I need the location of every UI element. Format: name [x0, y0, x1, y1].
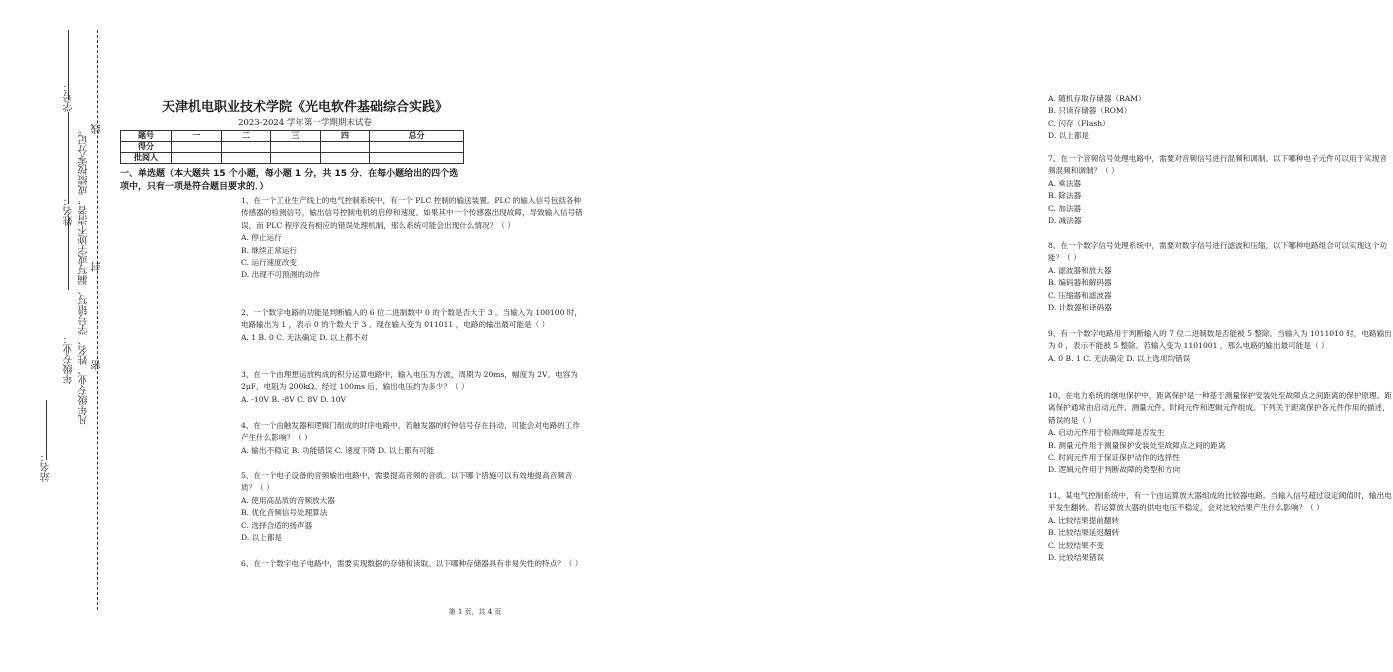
score-row-label: 批阅人 [121, 153, 172, 164]
score-col-1: 一 [172, 131, 222, 142]
question-6 [241, 558, 586, 570]
score-col-4: 四 [320, 131, 370, 142]
options-line[interactable]: A. -10V B. -8V C. 8V D. 10V [241, 394, 347, 404]
option-b[interactable]: B. 只读存储器（ROM） [1048, 106, 1132, 116]
option-c[interactable]: C. 加法器 [1048, 203, 1082, 213]
question-stem: 6、在一个数字电子电路中，需要实现数据的存储和读取。以下哪种存储器具有非易失性的特点？（ ） [241, 559, 583, 568]
score-cell[interactable] [320, 142, 370, 153]
page-footer: 第 1 页，共 4 页 [448, 608, 502, 616]
seal-line-dashed [97, 30, 98, 610]
score-cell[interactable] [370, 153, 464, 164]
option-a[interactable]: A. 乘法器 [1048, 178, 1082, 188]
question-stem: 10、在电力系统的继电保护中，距离保护是一种基于测量保护安装处至故障点之间距离的保护原理。距离保护通常由启动元件、测量元件、时间元件和逻辑元件组成。下列关于距离保护各元件作用的描述，错误的是（ ） [1048, 391, 1392, 425]
venue-underline [46, 400, 47, 460]
option-d[interactable]: D. 以上都是 [1048, 131, 1090, 141]
grade-label: 年级专业： [64, 334, 75, 384]
question-5 [241, 470, 586, 544]
score-row-grader [121, 153, 464, 164]
seal-char-feng: 封 [92, 262, 103, 272]
score-cell[interactable] [221, 153, 271, 164]
name-label: 姓名： [64, 196, 75, 226]
question-stem: 7、在一个音频信号处理电路中，需要对音频信号进行混频和调制。以下哪种电子元件可以用于实现音频混频和调制？（ ） [1048, 154, 1387, 176]
score-col-3: 三 [271, 131, 321, 142]
question-stem: 3、在一个由理想运放构成的积分运算电路中，输入电压为方波，周期为 20ms，幅度为 2V。电容为 2μF，电阻为 200kΩ。经过 100ms 后，输出电压约为多少？（ ） [241, 370, 578, 392]
option-c[interactable]: C. 选择合适的扬声器 [241, 520, 313, 530]
question-9 [1048, 328, 1393, 365]
option-b[interactable]: B. 测量元件用于测量保护安装处至故障点之间的距离 [1048, 440, 1226, 450]
option-d[interactable]: D. 减法器 [1048, 216, 1082, 226]
score-cell[interactable] [221, 142, 271, 153]
score-cell[interactable] [271, 153, 321, 164]
score-cell[interactable] [320, 153, 370, 164]
binding-warning: 凡年级专业、姓名、学号错写、漏写或字迹不清者，成绩按零分记。 [79, 125, 90, 425]
question-3 [241, 369, 586, 406]
exam-subtitle: 2023-2024 学年第一学期期末试卷 [238, 118, 372, 128]
option-d[interactable]: D. 出现不可预测的动作 [241, 270, 320, 280]
question-11 [1048, 490, 1393, 564]
score-cell[interactable] [172, 153, 222, 164]
options-line[interactable]: A. 1 B. 0 C. 无法确定 D. 以上都不对 [241, 332, 368, 342]
score-table-header [121, 131, 464, 142]
option-a[interactable]: A. 随机存取存储器（RAM） [1048, 94, 1146, 103]
score-col-total: 总分 [370, 131, 464, 142]
score-cell[interactable] [370, 142, 464, 153]
options-line[interactable]: A. 0 B. 1 C. 无法确定 D. 以上选项均错误 [1048, 353, 1191, 363]
option-b[interactable]: B. 除法器 [1048, 191, 1082, 201]
question-4 [241, 420, 586, 457]
options-line[interactable]: A. 输出不稳定 B. 功能错误 C. 速度下降 D. 以上都有可能 [241, 445, 435, 455]
question-stem: 11、某电气控制系统中，有一个由运算放大器组成的比较器电路。当输入信号超过设定阈值时，输出电平发生翻转。若运算放大器的供电电压不稳定，会对比较结果产生什么影响？（ ） [1048, 491, 1392, 513]
question-stem: 5、在一个电子设备的音频输出电路中，需要提高音频的音质。以下哪个措施可以有效地提高音频音质？（ ） [241, 471, 573, 493]
name-underline [68, 112, 69, 204]
score-table [120, 130, 464, 164]
seal-char-mi: 密 [92, 360, 103, 370]
seal-char-xian: 线 [92, 124, 103, 134]
score-cell[interactable] [271, 142, 321, 153]
score-col-qno: 题号 [121, 131, 172, 142]
question-7 [1048, 153, 1393, 227]
score-row-points [121, 142, 464, 153]
exam-title: 天津机电职业技术学院《光电软件基础综合实践》 [161, 100, 448, 115]
question-stem: 2、一个数字电路的功能是判断输入的 6 位二进制数中 0 的个数是否大于 3 。当输入为 100100 时，电路输出为 1 ，表示 0 的个数大于 3 。现在输入变为 011011 ，电路的输出最可能是（ ） [241, 308, 582, 330]
question-stem: 4、在一个由触发器和逻辑门组成的时序电路中，若触发器的时钟信号存在抖动，可能会对电路的工作产生什么影响？（ ） [241, 421, 580, 443]
option-c[interactable]: C. 时间元件用于保证保护动作的选择性 [1048, 453, 1180, 463]
question-stem: 1、在一个工业生产线上的电气控制系统中，有一个 PLC 控制的输送装置。PLC 的输入信号包括各种传感器的检测信号，输出信号控制电机的启停和速度。如果其中一个传感器出现故障，导致输入信号错误，而 PLC 程序没有相应的错误处理机制，那么系统可能会出现什么情况？（ ） [241, 196, 583, 230]
option-b[interactable]: B. 比较结果延迟翻转 [1048, 528, 1120, 538]
option-a[interactable]: A. 使用高品质的音频放大器 [241, 495, 335, 505]
option-d[interactable]: D. 逻辑元件用于判断故障的类型和方向 [1048, 465, 1181, 475]
option-b[interactable]: B. 继续正常运行 [241, 245, 297, 255]
venue-label: 站名： [41, 452, 52, 482]
grade-underline [68, 216, 69, 290]
question-stem: 9、有一个数字电路用于判断输入的 7 位二进制数是否能被 5 整除。当输入为 1011010 时，电路输出为 0 ，表示不能被 5 整除。若输入变为 1101001 ，那么电路的输出最可能是（ ） [1048, 329, 1392, 351]
question-1 [241, 195, 586, 282]
question-stem: 8、在一个数字信号处理系统中，需要对数字信号进行滤波和压缩，以下哪种电路组合可以实现这个功能？（ ） [1048, 241, 1387, 263]
option-c[interactable]: C. 比较结果不变 [1048, 540, 1104, 550]
option-a[interactable]: A. 滤波器和放大器 [1048, 265, 1112, 275]
option-d[interactable]: D. 计数器和译码器 [1048, 303, 1112, 313]
score-cell[interactable] [172, 142, 222, 153]
option-d[interactable]: D. 以上都是 [241, 533, 283, 543]
option-d[interactable]: D. 比较结果错误 [1048, 553, 1105, 563]
student-no-label: 学号： [64, 82, 75, 112]
binding-margin [0, 0, 112, 672]
option-c[interactable]: C. 压缩器和滤波器 [1048, 290, 1112, 300]
option-a[interactable]: A. 停止运行 [241, 233, 282, 243]
question-6-options [1048, 93, 1393, 143]
score-col-2: 二 [221, 131, 271, 142]
question-2 [241, 307, 586, 344]
option-a[interactable]: A. 启动元件用于检测故障是否发生 [1048, 428, 1165, 438]
option-a[interactable]: A. 比较结果提前翻转 [1048, 515, 1120, 525]
question-10 [1048, 390, 1393, 477]
score-row-label: 得分 [121, 142, 172, 153]
option-c[interactable]: C. 运行速度改变 [241, 258, 297, 268]
section-heading: 一、单选题（本大题共 15 个小题，每小题 1 分，共 15 分．在每小题给出的四个选项中，只有一项是符合题目要求的．） [120, 169, 459, 192]
option-c[interactable]: C. 闪存（Flash） [1048, 118, 1110, 128]
option-b[interactable]: B. 优化音频信号处理算法 [241, 508, 328, 518]
question-8 [1048, 240, 1393, 314]
option-b[interactable]: B. 编码器和解码器 [1048, 278, 1112, 288]
